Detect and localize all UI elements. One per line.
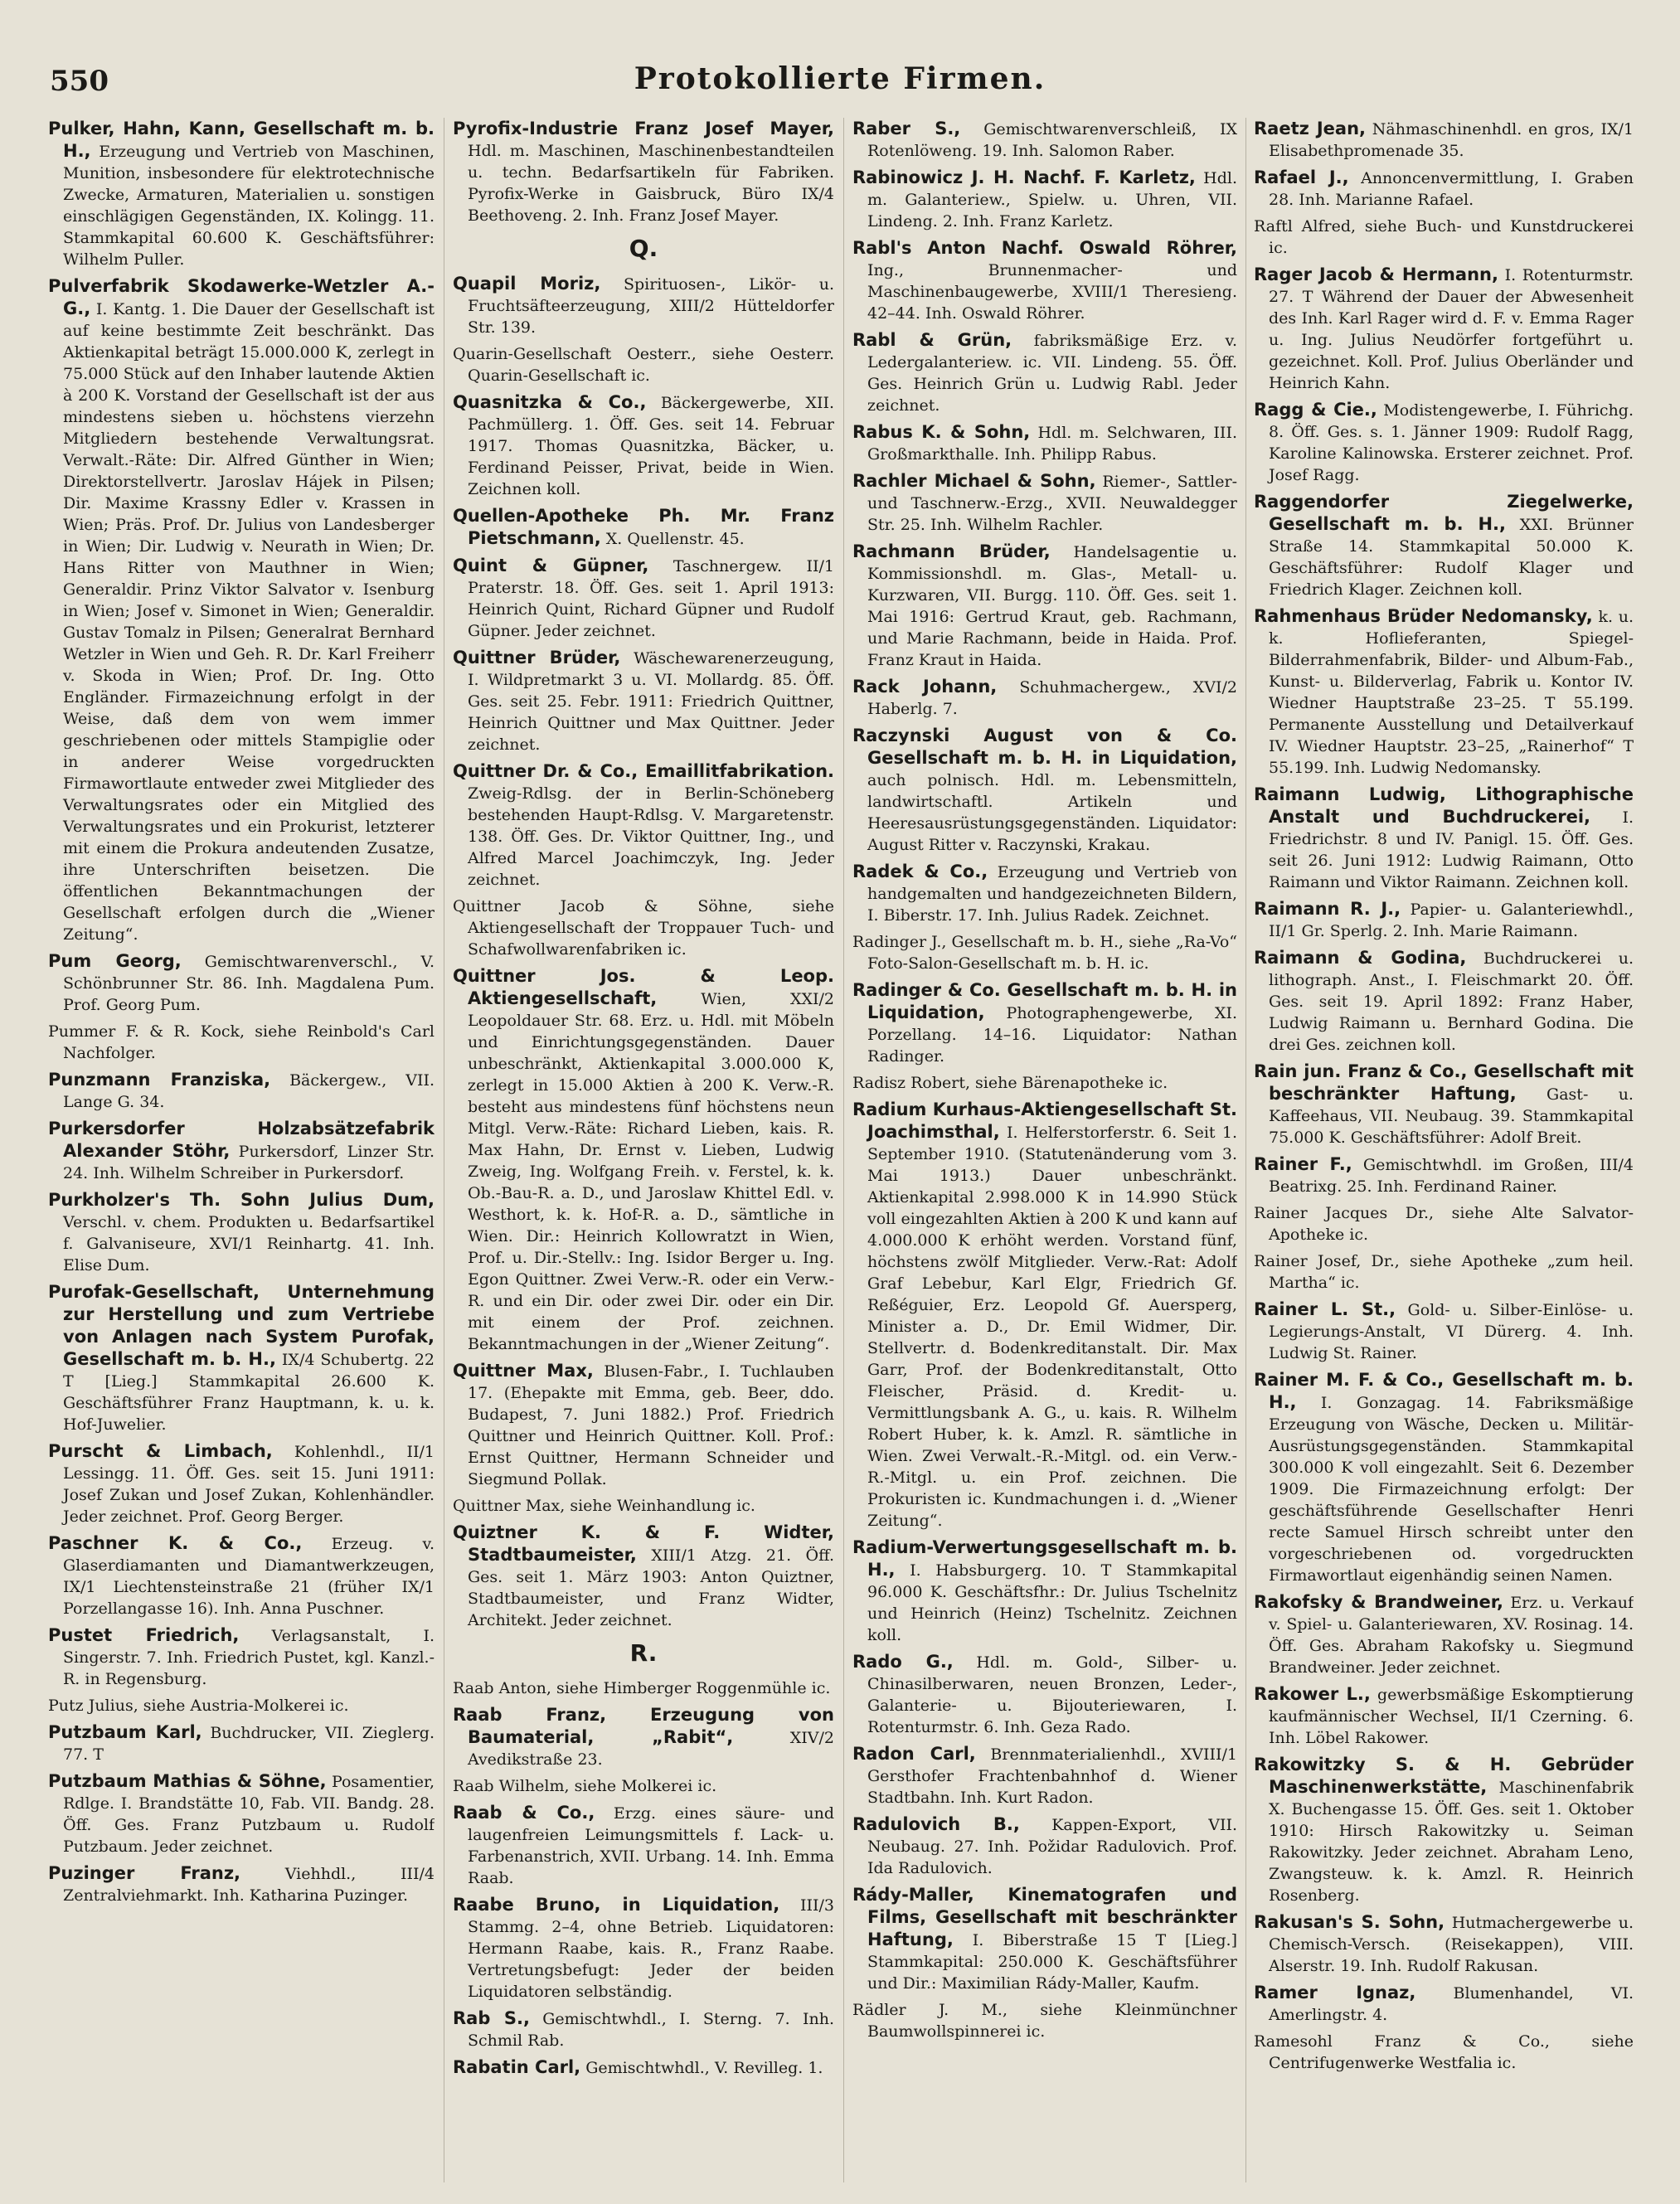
firm-entry [48, 1189, 435, 1276]
firm-name: Radium Kurhaus-Aktiengesellschaft St. Joachimsthal, [852, 1100, 1237, 1142]
running-head: Protokollierte Firmen. [634, 61, 1046, 96]
firm-details: Spirituosen-, Likör- u. Fruchtsäfteerzeugung, XIII/2 Hütteldorfer Str. 139. [468, 275, 834, 337]
firm-name: Pyrofix-Industrie Franz Josef Mayer, [453, 119, 834, 138]
firm-name: Pum Georg, [48, 951, 182, 971]
firm-details: Buchdrucker, VII. Zieglerg. 77. T [63, 1724, 435, 1764]
firm-name: Raber S., [852, 119, 961, 138]
firm-details: Erz. u. Verkauf v. Spiel- u. Galanteriewaren, XV. Rosinag. 14. Öff. Ges. Abraham Rakofsky u. Siegmund Brandweiner. Jeder zeichnet. [1269, 1594, 1634, 1677]
firm-name: Quiztner K. & F. Widter, Stadtbaumeister, [453, 1522, 834, 1565]
firm-details: Gemischtwhdl. im Großen, III/4 Beatrixg. 25. Inh. Ferdinand Rainer. [1269, 1156, 1634, 1196]
firm-entry [852, 118, 1237, 162]
firm-details: Gemischtwhdl., I. Sterng. 7. Inh. Schmil Rab. [468, 2010, 834, 2050]
firm-name: Rain jun. Franz & Co., Gesellschaft mit beschränkter Haftung, [1254, 1061, 1634, 1104]
firm-details: XIV/2 Avedikstraße 23. [468, 1729, 834, 1769]
firm-name: Quittner Dr. & Co., Emaillitfabrikation. [453, 761, 834, 781]
firm-entry [453, 1677, 834, 1699]
firm-entry [1254, 784, 1634, 893]
firm-entry [453, 505, 834, 550]
section-letter: Q. [629, 235, 658, 262]
column-divider [1245, 118, 1246, 2182]
firm-details: Schuhmachergew., XVI/2 Haberlg. 7. [867, 678, 1237, 718]
firm-entry [852, 470, 1237, 536]
firm-details: I. Habsburgerg. 10. T Stammkapital 96.000 K. Geschäftsfhr.: Dr. Julius Tschelnitz und Heinrich (Heinz) Tschelnitz. Zeichnen koll. [867, 1561, 1237, 1644]
firm-name: Rahmenhaus Brüder Nedomansky, [1254, 606, 1593, 626]
firm-details: I. Helferstorferstr. 6. Seit 1. September 1910. (Statutenänderung vom 3. Mai 1913.) Dauer unbeschränkt. Aktienkapital 2.998.000 K in 14.990 Stück voll eingezahlten Aktien à 200 K und kann auf 4.000.000 K erhöht werden. Vorstand fünf, höchstens zwölf Mitglieder. Verw.-Rat: Adolf Graf Lebebur, Karl Elgr, Friedrich Gf. Reßéguier, Erz. Leopold Gf. Auersperg, Minister a. D., Dr. Emil Widmer, Dir. Stellvertr. d. Bodenkreditanstalt. Dir. Max Garr, Prof. der Bodenkreditanstalt, Otto Fleischer, Präsid. d. Kredit- u. Vermittlungsbank A. G., u. kais. R. Wilhelm Robert Huber, k. k. Amzl. R. sämtliche in Wien. Zwei Verwalt.-R.-Mitgl. od. ein Verw.-R.-Mitgl. u. ein Prof. zeichnen. Die Prokuristen ic. Kundmachungen i. d. „Wiener Zeitung“. [867, 1124, 1237, 1530]
firm-entry [48, 1021, 435, 1064]
firm-details: Viehhdl., III/4 Zentralviehmarkt. Inh. Katharina Puzinger. [63, 1865, 435, 1905]
firm-entry [48, 1069, 435, 1113]
firm-name: Purscht & Limbach, [48, 1441, 273, 1461]
firm-entry [453, 1495, 834, 1517]
firm-entry [852, 329, 1237, 416]
firm-name: Rager Jacob & Hermann, [1254, 265, 1498, 284]
column-2 [453, 118, 834, 2182]
firm-name: Purkersdorfer Holzabsätzefabrik Alexander Stöhr, [48, 1119, 435, 1161]
firm-entry [852, 1536, 1237, 1646]
firm-entry [453, 760, 834, 891]
firm-details: Erzeugung und Vertrieb von handgemalten und handgezeichneten Bildern, I. Biberstr. 17. Inh. Julius Radek. Zeichnet. [867, 863, 1237, 925]
firm-details: Rädler J. M., siehe Kleinmünchner Baumwollspinnerei ic. [852, 2001, 1237, 2041]
firm-entry [48, 1624, 435, 1690]
firm-details: Kohlenhdl., II/1 Lessingg. 11. Öff. Ges. seit 15. Juni 1911: Josef Zukan und Josef Zukan, Kohlenhändler. Jeder zeichnet. Prof. Georg Berger. [63, 1443, 435, 1526]
firm-name: Rabus K. & Sohn, [852, 422, 1031, 442]
firm-name: Rakower L., [1254, 1684, 1371, 1704]
firm-entry [852, 1651, 1237, 1738]
firm-details: Handelsagentie u. Kommissionshdl. m. Glas-, Metall- u. Kurzwaren, VII. Burgg. 110. Öff. Ges. seit 1. Mai 1916: Gertrud Kraut, geb. Rachmann, und Marie Rachmann, beide in Haida. Prof. Franz Kraut in Haida. [867, 543, 1237, 669]
firm-name: Rachler Michael & Sohn, [852, 471, 1096, 491]
firm-details: Verlagsanstalt, I. Singerstr. 7. Inh. Friedrich Pustet, kgl. Kanzl.-R. in Regensburg. [63, 1627, 435, 1688]
firm-entry [48, 1532, 435, 1619]
firm-entry [852, 1999, 1237, 2042]
firm-entry [1254, 898, 1634, 942]
firm-name: Quapil Moriz, [453, 274, 601, 294]
firm-entry [852, 167, 1237, 232]
firm-entry [852, 676, 1237, 720]
firm-name: Rainer L. St., [1254, 1299, 1396, 1319]
firm-name: Quasnitzka & Co., [453, 392, 647, 412]
firm-entry [852, 979, 1237, 1067]
firm-name: Raab & Co., [453, 1803, 595, 1823]
firm-entry [48, 1281, 435, 1435]
firm-name: Radinger & Co. Gesellschaft m. b. H. in Liquidation, [852, 980, 1237, 1022]
page-number: 550 [50, 65, 109, 98]
firm-name: Raggendorfer Ziegelwerke, Gesellschaft m. b. H., [1254, 492, 1634, 534]
firm-details: Taschnergew. II/1 Praterstr. 18. Öff. Ges. seit 1. April 1913: Heinrich Quint, Richard Güpner und Rudolf Güpner. Jeder zeichnet. [468, 557, 834, 640]
firm-entry [1254, 1754, 1634, 1906]
firm-name: Radon Carl, [852, 1744, 976, 1764]
firm-entry [453, 1360, 834, 1490]
firm-details: Posamentier, Rdlge. I. Brandstätte 10, Fab. VII. Bandg. 28. Öff. Ges. Franz Putzbaum u. Rudolf Putzbaum. Jeder zeichnet. [63, 1773, 435, 1856]
column-1 [48, 118, 435, 2182]
firm-entry [48, 950, 435, 1016]
firm-entry [48, 1862, 435, 1906]
firm-name: Rab S., [453, 2008, 530, 2028]
firm-entry [852, 861, 1237, 926]
firm-name: Rakowitzky S. & H. Gebrüder Maschinenwerkstätte, [1254, 1755, 1634, 1797]
firm-name: Raabe Bruno, in Liquidation, [453, 1895, 780, 1915]
firm-details: Rainer Jacques Dr., siehe Alte Salvator-Apotheke ic. [1254, 1204, 1634, 1244]
firm-name: Rakusan's S. Sohn, [1254, 1912, 1445, 1932]
column-3 [852, 118, 1237, 2182]
firm-entry [453, 2056, 834, 2079]
firm-details: Hdl. m. Maschinen, Maschinenbestandteilen u. techn. Bedarfsartikeln für Fabriken. Pyrofix-Werke in Gaisbruck, Büro IX/4 Beethoveng. 2. Inh. Franz Josef Mayer. [468, 142, 834, 225]
firm-details: Buchdruckerei u. lithograph. Anst., I. Fleischmarkt 20. Öff. Ges. seit 19. April 1892: Franz Haber, Ludwig Raimann u. Bernhard Godina. Die drei Ges. zeichnen koll. [1269, 949, 1634, 1054]
firm-entry [852, 1813, 1237, 1879]
firm-details: I. Kantg. 1. Die Dauer der Gesellschaft ist auf keine bestimmte Zeit beschränkt. Das Aktienkapital beträgt 15.000.000 K, zerlegt in 75.000 Stück auf den Inhaber lautende Aktien à 200 K. Vorstand der Gesellschaft ist der aus mindestens sieben u. höchstens vierzehn Mitgliedern bestehende Verwaltungsrat. Verwalt.-Räte: Dir. Alfred Günther in Wien; Direktorstellvertr. Jaroslav Hájek in Pilsen; Dir. Maxime Krassny Edler v. Krassen in Wien; Präs. Prof. Dr. Julius von Landesberger in Wien; Dir. Ludwig v. Neurath in Wien; Dr. Hans Ritter von Mauthner in Wien; Generaldir. Prinz Viktor Salvator v. Isenburg in Wien; Josef v. Simonet in Wien; Generaldir. Gustav Tomalz in Pilsen; Generalrat Bernhard Wetzler in Wien und Geh. R. Dr. Karl Freiherr v. Skoda in Wien; Prof. Dr. Ing. Otto Engländer. Firmazeichnung erfolgt in der Weise, daß dem von wem immer geschriebenen oder mittels Stampiglie oder in anderer Weise vorgedruckten Firmawortlaute entweder zwei Mitglieder des Verwaltungsrates oder ein Mitglied des Verwaltungsrates und ein Prokurist, letzterer mit einem die Prokura andeutenden Zusatze, ihre Unterschriften beisetzen. Die öffentlichen Bekanntmachungen der Gesellschaft erfolgen durch die „Wiener Zeitung“. [63, 300, 435, 944]
firm-entry [1254, 1153, 1634, 1197]
firm-entry [453, 1522, 834, 1631]
firm-entry [852, 1072, 1237, 1094]
firm-details: Ing., Brunnenmacher- und Maschinenbaugewerbe, XVIII/1 Theresieng. 42–44. Inh. Oswald Röhrer. [867, 261, 1237, 323]
firm-details: Erzeug. v. Glaserdiamanten und Diamantwerkzeugen, IX/1 Liechtensteinstraße 21 (früher IX/1 Porzellangasse 16). Inh. Anna Puschner. [63, 1535, 435, 1618]
firm-details: XXI. Brünner Straße 14. Stammkapital 50.000 K. Geschäftsführer: Rudolf Klager und Friedrich Klager. Zeichnen koll. [1269, 516, 1634, 599]
firm-details: Hdl. m. Gold-, Silber- u. Chinasilberwaren, neuen Bronzen, Leder-, Galanterie- u. Bijouteriewaren, I. Rotenturmstr. 6. Inh. Geza Rado. [867, 1653, 1237, 1736]
firm-entry [48, 1440, 435, 1527]
firm-entry [48, 1695, 435, 1716]
firm-entry [453, 391, 834, 500]
firm-entry [453, 965, 834, 1355]
firm-entry [1254, 491, 1634, 600]
firm-name: Radium-Verwertungsgesellschaft m. b. H., [852, 1537, 1237, 1580]
firm-details: Modistengewerbe, I. Führichg. 8. Öff. Ges. s. 1. Jänner 1909: Rudolf Ragg, Karoline Kalinowska. Ersterer zeichnet. Prof. Josef Ragg. [1269, 401, 1634, 484]
firm-entry [48, 118, 435, 270]
firm-details: Purkersdorf, Linzer Str. 24. Inh. Wilhelm Schreiber in Purkersdorf. [63, 1143, 435, 1182]
firm-details: X. Quellenstr. 45. [605, 530, 745, 548]
firm-entry [453, 555, 834, 642]
firm-name: Ramer Ignaz, [1254, 1983, 1416, 2003]
firm-entry [453, 1894, 834, 2003]
firm-name: Punzmann Franziska, [48, 1070, 271, 1090]
firm-entry [48, 275, 435, 945]
firm-name: Ragg & Cie., [1254, 400, 1377, 420]
firm-details: fabriksmäßige Erz. v. Ledergalanteriew. ic. VII. Lindeng. 55. Öff. Ges. Heinrich Grün u. Ludwig Rabl. Jeder zeichnet. [867, 332, 1237, 415]
firm-name: Quint & Güpner, [453, 556, 649, 575]
firm-details: Blusen-Fabr., I. Tuchlauben 17. (Ehepakte mit Emma, geb. Beer, ddo. Budapest, 7. Juni 1882.) Prof. Friedrich Quittner und Heinrich Quittner. Koll. Prof.: Ernst Quittner, Hermann Schneider und Siegmund Pollak. [468, 1362, 834, 1488]
firm-name: Quellen-Apotheke Ph. Mr. Franz Pietschmann, [453, 506, 834, 548]
firm-name: Putzbaum Karl, [48, 1722, 202, 1742]
firm-entry [1254, 1061, 1634, 1148]
firm-details: Putz Julius, siehe Austria-Molkerei ic. [48, 1697, 349, 1715]
firm-entry [1254, 605, 1634, 779]
firm-entry [1254, 1250, 1634, 1294]
firm-name: Raczynski August von & Co. Gesellschaft m. b. H. in Liquidation, [852, 726, 1237, 768]
firm-entry [1254, 947, 1634, 1056]
firm-name: Raab Franz, Erzeugung von Baumaterial, „Rabit“, [453, 1705, 834, 1747]
firm-details: Gast- u. Kaffeehaus, VII. Neubaug. 39. Stammkapital 75.000 K. Geschäftsführer: Adolf Breit. [1269, 1085, 1634, 1147]
firm-details: Raab Anton, siehe Himberger Roggenmühle ic. [453, 1679, 831, 1697]
firm-details: Raab Wilhelm, siehe Molkerei ic. [453, 1777, 717, 1795]
firm-details: Photographengewerbe, XI. Porzellang. 14–16. Liquidator: Nathan Radinger. [867, 1004, 1237, 1066]
firm-name: Raimann & Godina, [1254, 948, 1467, 968]
firm-entry [1254, 2031, 1634, 2074]
firm-details: Ramesohl Franz & Co., siehe Centrifugenwerke Westfalia ic. [1254, 2032, 1634, 2072]
column-divider [843, 118, 844, 2182]
firm-entry [453, 1802, 834, 1889]
firm-name: Purkholzer's Th. Sohn Julius Dum, [48, 1190, 435, 1210]
firm-details: gewerbsmäßige Eskomptierung kaufmännischer Wechsel, II/1 Czerning. 6. Inh. Löbel Rakower. [1269, 1686, 1634, 1747]
firm-name: Rachmann Brüder, [852, 541, 1051, 561]
firm-name: Pustet Friedrich, [48, 1625, 240, 1645]
firm-details: Hdl. m. Selchwaren, III. Großmarkthalle. Inh. Philipp Rabus. [867, 424, 1237, 464]
firm-name: Radulovich B., [852, 1814, 1020, 1834]
firm-entry [1254, 118, 1634, 162]
firm-name: Rabl's Anton Nachf. Oswald Röhrer, [852, 238, 1237, 258]
firm-details: Raftl Alfred, siehe Buch- und Kunstdruckerei ic. [1254, 217, 1634, 257]
firm-details: Hdl. m. Galanteriew., Spielw. u. Uhren, VII. Lindeng. 2. Inh. Franz Karletz. [867, 169, 1237, 231]
firm-name: Raetz Jean, [1254, 119, 1367, 138]
firm-entry [453, 1704, 834, 1770]
firm-name: Purofak-Gesellschaft, Unternehmung zur Herstellung und zum Vertriebe von Anlagen nach System Purofak, Gesellschaft m. b. H., [48, 1282, 435, 1369]
firm-name: Rainer M. F. & Co., Gesellschaft m. b. H., [1254, 1370, 1634, 1412]
column-4 [1254, 118, 1634, 2182]
firm-details: Maschinenfabrik X. Buchengasse 15. Öff. Ges. seit 1. Oktober 1910: Hirsch Rakowitzky u. Seiman Rakowitzky. Jeder zeichnet. Abraham Leno, Zwangsteuw. k. k. Amzl. R. Heinrich Rosenberg. [1269, 1779, 1634, 1905]
firm-name: Rafael J., [1254, 167, 1349, 187]
firm-name: Raimann R. J., [1254, 899, 1401, 919]
firm-details: I. Friedrichstr. 8 und IV. Panigl. 15. Öff. Ges. seit 26. Juni 1912: Ludwig Raimann, Otto Raimann und Viktor Raimann. Zeichnen koll. [1269, 808, 1634, 891]
firm-details: III/3 Stammg. 2–4, ohne Betrieb. Liquidatoren: Hermann Raabe, kais. R., Franz Raabe. Vertretungsbefugt: Jeder der beiden Liquidatoren selbständig. [468, 1896, 834, 2001]
firm-name: Puzinger Franz, [48, 1863, 241, 1883]
firm-details: Radisz Robert, siehe Bärenapotheke ic. [852, 1074, 1168, 1092]
firm-entry [1254, 1982, 1634, 2026]
firm-details: Gold- u. Silber-Einlöse- u. Legierungs-Anstalt, VI Dürerg. 4. Inh. Ludwig St. Rainer. [1269, 1301, 1634, 1362]
firm-name: Rabinowicz J. H. Nachf. F. Karletz, [852, 167, 1196, 187]
firm-details: Zweig-Rdlsg. der in Berlin-Schöneberg bestehenden Haupt-Rdlsg. V. Margaretenstr. 138. Öff. Ges. Dr. Viktor Quittner, Ing., und Alfred Marcel Joachimczyk, Ing. Jeder zeichnet. [468, 784, 834, 889]
firm-entry [1254, 1369, 1634, 1586]
firm-name: Rabl & Grün, [852, 330, 1012, 350]
firm-entry [852, 1884, 1237, 1994]
firm-entry [1254, 216, 1634, 259]
firm-name: Pulverfabrik Skodawerke-Wetzler A.-G., [48, 276, 435, 318]
firm-entry [1254, 167, 1634, 211]
firm-name: Rády-Maller, Kinematografen und Films, Gesellschaft mit beschränkter Haftung, [852, 1885, 1237, 1949]
firm-name: Rabatin Carl, [453, 2057, 581, 2077]
firm-name: Rainer F., [1254, 1154, 1352, 1174]
firm-details: Blumenhandel, VI. Amerlingstr. 4. [1269, 1984, 1634, 2024]
firm-entry [852, 1743, 1237, 1808]
firm-entry [48, 1118, 435, 1184]
firm-details: Kappen-Export, VII. Neubaug. 27. Inh. Požidar Radulovich. Prof. Ida Radulovich. [867, 1816, 1237, 1877]
firm-entry [453, 118, 834, 226]
firm-details: Bäckergew., VII. Lange G. 34. [63, 1071, 435, 1111]
firm-details: Nähmaschinenhdl. en gros, IX/1 Elisabethpromenade 35. [1269, 120, 1634, 160]
firm-details: auch polnisch. Hdl. m. Lebensmitteln, landwirtschaftl. Artikeln und Heeresausrüstungsgegenständen. Liquidator: August Ritter v. Raczynski, Krakau. [867, 771, 1237, 854]
firm-entry [1254, 399, 1634, 486]
firm-entry [852, 931, 1237, 974]
firm-details: Quarin-Gesellschaft Oesterr., siehe Oesterr. Quarin-Gesellschaft ic. [453, 345, 834, 385]
firm-details: Gemischtwhdl., V. Revilleg. 1. [585, 2059, 823, 2077]
firm-details: Verschl. v. chem. Produkten u. Bedarfsartikel f. Galvaniseure, XVI/1 Reinhartg. 41. Inh. Elise Dum. [63, 1213, 435, 1274]
firm-entry [1254, 1202, 1634, 1245]
firm-details: Bäckergewerbe, XII. Pachmüllerg. 1. Öff. Ges. seit 14. Februar 1917. Thomas Quasnitzka, Bäcker, u. Ferdinand Peisser, Privat, beide in Wien. Zeichnen koll. [468, 394, 834, 498]
firm-details: XIII/1 Atzg. 21. Öff. Ges. seit 1. März 1903: Anton Quiztner, Stadtbaumeister, und Franz Widter, Architekt. Jeder zeichnet. [468, 1546, 834, 1629]
firm-name: Pulker, Hahn, Kann, Gesellschaft m. b. H., [48, 119, 435, 161]
firm-details: Gemischtwarenverschleiß, IX Rotenlöweng. 19. Inh. Salomon Raber. [867, 120, 1237, 160]
firm-entry [852, 1099, 1237, 1532]
firm-name: Rakofsky & Brandweiner, [1254, 1592, 1503, 1612]
section-letter: R. [629, 1639, 658, 1667]
firm-name: Quittner Brüder, [453, 648, 621, 668]
firm-entry [453, 2007, 834, 2051]
firm-entry [852, 421, 1237, 465]
firm-name: Putzbaum Mathias & Söhne, [48, 1771, 327, 1791]
firm-details: IX/4 Schubertg. 22 T [Lieg.] Stammkapital 26.600 K. Geschäftsführer Franz Hauptmann, k. u. k. Hof-Juwelier. [63, 1351, 435, 1434]
firm-name: Paschner K. & Co., [48, 1533, 303, 1553]
firm-details: Rainer Josef, Dr., siehe Apotheke „zum heil. Martha“ ic. [1254, 1252, 1634, 1292]
firm-details: Quittner Jacob & Söhne, siehe Aktiengesellschaft der Troppauer Tuch- und Schafwollwarenfabriken ic. [453, 897, 834, 959]
firm-entry [852, 541, 1237, 671]
firm-name: Quittner Max, [453, 1361, 594, 1381]
firm-entry [453, 647, 834, 755]
firm-name: Rack Johann, [852, 677, 998, 697]
firm-entry [48, 1770, 435, 1857]
firm-entry [1254, 264, 1634, 394]
firm-entry [1254, 1683, 1634, 1749]
firm-entry [1254, 1591, 1634, 1678]
firm-details: I. Biberstraße 15 T [Lieg.] Stammkapital: 250.000 K. Geschäftsführer und Dir.: Maximilian Rády-Maller, Kaufm. [867, 1931, 1237, 1993]
firm-entry [852, 725, 1237, 856]
firm-entry [48, 1721, 435, 1765]
firm-details: I. Gonzagag. 14. Fabriksmäßige Erzeugung von Wäsche, Decken u. Militär-Ausrüstungsgegenständen. Stammkapital 300.000 K voll eingezahlt. Seit 6. Dezember 1909. Die Firmazeichnung erfolgt: Der geschäftsführende Gesellschafter Henri recte Samuel Hirsch schreibt unter den vorgeschriebenen od. vorgedruckten Firmawortlaut eigenhändig seinen Namen. [1269, 1394, 1634, 1585]
firm-name: Raimann Ludwig, Lithographische Anstalt und Buchdruckerei, [1254, 784, 1634, 827]
firm-details: Erzeugung und Vertrieb von Maschinen, Munition, insbesondere für elektrotechnische Zwecke, Armaturen, Materialien u. sonstigen einschlägigen Gegenständen, IX. Kolingg. 11. Stammkapital 60.600 K. Geschäftsführer: Wilhelm Puller. [63, 143, 435, 269]
firm-details: Radinger J., Gesellschaft m. b. H., siehe „Ra-Vo“ Foto-Salon-Gesellschaft m. b. H. ic. [852, 933, 1237, 973]
firm-entry [453, 273, 834, 338]
firm-entry [852, 237, 1237, 324]
firm-entry [453, 896, 834, 960]
firm-details: I. Rotenturmstr. 27. T Während der Dauer der Abwesenheit des Inh. Karl Rager wird d. F. v. Emma Rager u. Ing. Julius Neudörfer fortgeführt u. gezeichnet. Koll. Prof. Julius Oberländer und Heinrich Kahn. [1269, 266, 1634, 392]
firm-entry [1254, 1299, 1634, 1364]
firm-entry [1254, 1911, 1634, 1977]
firm-name: Quittner Jos. & Leop. Aktiengesellschaft, [453, 966, 834, 1008]
firm-details: Papier- u. Galanteriewhdl., II/1 Gr. Sperlg. 2. Inh. Marie Raimann. [1269, 901, 1634, 940]
firm-details: Annoncenvermittlung, I. Graben 28. Inh. Marianne Rafael. [1269, 169, 1634, 209]
firm-details: Pummer F. & R. Kock, siehe Reinbold's Carl Nachfolger. [48, 1022, 435, 1062]
firm-details: Erzg. eines säure- und laugenfreien Leimungsmittels f. Lack- u. Farbenanstrich, XVII. Urbang. 14. Inh. Emma Raab. [468, 1804, 834, 1887]
firm-details: Hutmachergewerbe u. Chemisch-Versch. (Reisekappen), VIII. Alserstr. 19. Inh. Rudolf Rakusan. [1269, 1914, 1634, 1975]
firm-details: Riemer-, Sattler- und Taschnerw.-Erzg., XVII. Neuwaldegger Str. 25. Inh. Wilhelm Rachler. [867, 473, 1237, 534]
firm-name: Radek & Co., [852, 862, 988, 881]
firm-details: Quittner Max, siehe Weinhandlung ic. [453, 1497, 755, 1515]
firm-details: Wien, XXI/2 Leopoldauer Str. 68. Erz. u. Hdl. mit Möbeln und Einrichtungsgegenständen. Dauer unbeschränkt, Aktienkapital 3.000.000 K, zerlegt in 15.000 Aktien à 200 K. Verw.-R. besteht aus mindestens fünf höchstens neun Mitgl. Verw.-Räte: Richard Lieben, kais. R. Max Hahn, Dr. Ernst v. Lieben, Ludwig Zweig, Ing. Wolfgang Freih. v. Ferstel, k. k. Ob.-Bau-R. a. D., und Jaroslaw Khittel Edl. v. Westhort, k. k. Hof-R. a. D., sämtliche in Wien. Dir.: Heinrich Kollowratzt in Wien, Prof. u. Dir.-Stellv.: Ing. Isidor Berger u. Ing. Egon Quittner. Zwei Verw.-R. oder ein Verw.-R. und ein Dir. oder zwei Dir. oder ein Dir. mit einem der Prof. zeichnen. Bekanntmachungen in der „Wiener Zeitung“. [468, 990, 834, 1353]
firm-details: Gemischtwarenverschl., V. Schönbrunner Str. 86. Inh. Magdalena Pum. Prof. Georg Pum. [63, 953, 435, 1014]
firm-entry [453, 343, 834, 386]
firm-name: Rado G., [852, 1652, 954, 1672]
firm-entry [453, 1775, 834, 1797]
firm-details: Wäschewarenerzeugung, I. Wildpretmarkt 3 u. VI. Mollardg. 85. Öff. Ges. seit 25. Febr. 1911: Friedrich Quittner, Heinrich Quittner und Max Quittner. Jeder zeichnet. [468, 649, 834, 754]
firm-details: Brennmaterialienhdl., XVIII/1 Gersthofer Frachtenbahnhof d. Wiener Stadtbahn. Inh. Kurt Radon. [867, 1745, 1237, 1807]
firm-details: k. u. k. Hoflieferanten, Spiegel-Bilderrahmenfabrik, Bilder- und Album-Fab., Kunst- u. Bilderverlag, Fabrik u. Kontor IV. Wiedner Hauptstraße 23–25. T 55.199. Permanente Ausstellung und Detailverkauf IV. Wiedner Hauptstr. 23–25, „Rainerhof“ T 55.199. Inh. Ludwig Nedomansky. [1269, 608, 1634, 777]
